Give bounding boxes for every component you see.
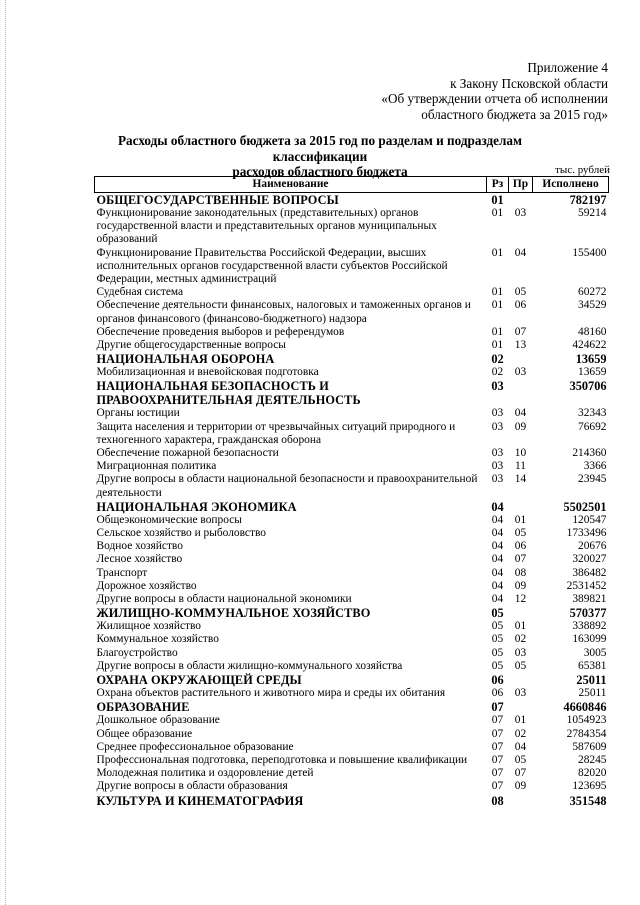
- row-name-cell: Миграционная политика: [96, 460, 217, 473]
- table-row: [95, 421, 609, 447]
- row-pr-cell: 07: [514, 553, 527, 566]
- section-row: [95, 794, 609, 808]
- row-rz-cell: 06: [491, 687, 504, 700]
- row-value-cell: 214360: [572, 447, 607, 460]
- row-pr-cell: 05: [514, 753, 527, 766]
- row-pr-cell: 03: [514, 646, 527, 659]
- row-name-cell: Органы юстиции: [96, 407, 180, 420]
- row-rz-cell: 05: [491, 646, 504, 659]
- row-rz-cell: 05: [491, 633, 504, 646]
- units-label: тыс. рублей: [555, 164, 610, 176]
- header-value: Исполнено: [533, 177, 609, 193]
- row-pr-cell: 02: [514, 727, 527, 740]
- row-pr-cell: 03: [514, 366, 527, 379]
- table-row: [95, 460, 609, 473]
- row-name-cell: НАЦИОНАЛЬНАЯ ОБОРОНА: [96, 352, 275, 367]
- row-pr-cell: 04: [514, 740, 527, 753]
- table-row: [95, 767, 609, 780]
- table-row: [95, 473, 609, 499]
- table-row: [95, 286, 609, 299]
- row-rz-cell: 07: [491, 753, 504, 766]
- row-pr-cell: [509, 700, 533, 714]
- row-value-cell: 76692: [578, 420, 607, 433]
- table-row: [95, 447, 609, 460]
- row-value-cell: 587609: [572, 740, 607, 753]
- row-value-cell: 1733496: [566, 527, 607, 540]
- row-name-cell: Охрана объектов растительного и животного мира и среды их обитания: [96, 687, 446, 700]
- row-value-cell: 351548: [569, 793, 607, 808]
- row-pr-cell: 12: [514, 593, 527, 606]
- header-name: Наименование: [95, 177, 487, 193]
- row-pr-cell: 05: [514, 527, 527, 540]
- row-value-cell: 20676: [578, 540, 607, 553]
- table-row: [95, 527, 609, 540]
- row-value-cell: 2531452: [566, 579, 607, 592]
- row-pr-cell: [509, 606, 533, 620]
- table-row: [95, 567, 609, 580]
- table-header-row: [95, 177, 609, 193]
- row-pr-cell: 08: [514, 566, 527, 579]
- row-value-cell: 25011: [578, 687, 607, 700]
- annex-line-2: к Закону Псковской области: [450, 75, 608, 91]
- row-rz-cell: 04: [491, 566, 504, 579]
- table-row: [95, 407, 609, 420]
- row-rz-cell: 07: [491, 767, 504, 780]
- row-name-cell: Другие вопросы в области национальной экономики: [96, 593, 352, 606]
- row-name-cell: ОБЩЕГОСУДАРСТВЕННЫЕ ВОПРОСЫ: [96, 193, 339, 207]
- row-name-cell: Другие вопросы в области национальной безопасности и правоохранительной деятельности: [96, 473, 478, 499]
- row-pr-cell: [509, 500, 533, 514]
- row-name-cell: Другие общегосударственные вопросы: [96, 339, 286, 352]
- table-row: [95, 207, 609, 247]
- row-pr-cell: 04: [514, 246, 527, 259]
- row-value-cell: 25011: [576, 673, 607, 688]
- row-pr-cell: 14: [514, 473, 527, 486]
- row-value-cell: 782197: [569, 193, 607, 207]
- row-rz-cell: 01: [491, 207, 504, 219]
- row-rz-cell: 03: [491, 420, 504, 433]
- table-body: [95, 193, 609, 808]
- row-rz-cell: 01: [491, 339, 504, 352]
- row-rz-cell: 05: [491, 606, 504, 621]
- row-name-cell: Водное хозяйство: [96, 540, 183, 553]
- row-name-cell: Сельское хозяйство и рыболовство: [96, 527, 266, 540]
- row-pr-cell: 02: [514, 633, 527, 646]
- row-rz-cell: 01: [491, 286, 504, 299]
- row-value-cell: 4660846: [563, 700, 607, 715]
- row-name-cell: Общеэкономические вопросы: [96, 513, 242, 526]
- row-rz-cell: 04: [491, 593, 504, 606]
- row-name-cell: Обеспечение деятельности финансовых, налоговых и таможенных органов и органов финансового (финансово-бюджетного) надзора: [96, 299, 471, 325]
- row-value-cell: 320027: [572, 553, 607, 566]
- row-name-cell: Молодежная политика и оздоровление детей: [96, 767, 314, 780]
- row-pr-cell: 01: [514, 714, 527, 727]
- table-row: [95, 780, 609, 793]
- row-name-cell: Обеспечение пожарной безопасности: [96, 447, 279, 460]
- row-value-cell: 163099: [572, 633, 607, 646]
- row-name-cell: Коммунальное хозяйство: [96, 633, 219, 646]
- row-rz-cell: 01: [491, 246, 504, 259]
- row-pr-cell: 03: [514, 687, 527, 700]
- table-row: [95, 540, 609, 553]
- row-rz-cell: 01: [491, 325, 504, 338]
- table-row: [95, 247, 609, 287]
- row-rz-cell: 04: [491, 579, 504, 592]
- row-name-cell: НАЦИОНАЛЬНАЯ ЭКОНОМИКА: [96, 499, 297, 514]
- row-rz-cell: 04: [491, 553, 504, 566]
- annex-line-4: областного бюджета за 2015 год»: [421, 106, 608, 122]
- row-value-cell: 5502501: [563, 499, 607, 514]
- document-title-line-1: Расходы областного бюджета за 2015 год по разделам и подразделам классификации: [117, 133, 523, 164]
- table-row: [95, 339, 609, 352]
- row-name-cell: Дорожное хозяйство: [96, 579, 197, 592]
- row-rz-cell: 04: [491, 513, 504, 526]
- row-pr-cell: 03: [514, 207, 527, 219]
- row-value-cell: 338892: [572, 620, 607, 633]
- row-value-cell: 65381: [578, 659, 607, 672]
- row-pr-cell: 01: [514, 513, 527, 526]
- row-rz-cell: 08: [491, 793, 504, 808]
- row-pr-cell: [509, 379, 533, 407]
- table-row: [95, 728, 609, 741]
- row-value-cell: 23945: [578, 473, 607, 486]
- row-rz-cell: 04: [491, 540, 504, 553]
- row-pr-cell: 09: [514, 420, 527, 433]
- row-value-cell: 120547: [572, 513, 607, 526]
- row-pr-cell: [509, 794, 533, 808]
- row-pr-cell: 06: [514, 540, 527, 553]
- annex-line-1: Приложение 4: [527, 60, 608, 75]
- row-name-cell: Профессиональная подготовка, переподготовка и повышение квалификации: [96, 753, 468, 766]
- row-name-cell: Защита населения и территории от чрезвычайных ситуаций природного и техногенного характера, гражданская оборона: [96, 420, 456, 446]
- row-name-cell: ЖИЛИЩНО-КОММУНАЛЬНОЕ ХОЗЯЙСТВО: [96, 606, 371, 621]
- row-value-cell: 570377: [569, 606, 607, 621]
- header-rz: Рз: [487, 177, 509, 193]
- row-rz-cell: 07: [491, 700, 504, 715]
- annex-line-3: «Об утверждении отчета об исполнении: [381, 91, 608, 106]
- row-pr-cell: 09: [514, 579, 527, 592]
- section-row: [95, 500, 609, 514]
- page-margin-line: [5, 0, 6, 905]
- row-rz-cell: 01: [491, 299, 504, 312]
- section-row: [95, 352, 609, 366]
- row-rz-cell: 03: [491, 379, 504, 394]
- row-rz-cell: 01: [491, 193, 504, 207]
- row-pr-cell: [509, 673, 533, 687]
- table-row: [95, 299, 609, 325]
- row-pr-cell: 09: [514, 780, 527, 793]
- row-pr-cell: 01: [514, 620, 527, 633]
- row-value-cell: 60272: [578, 286, 607, 299]
- row-pr-cell: 07: [514, 325, 527, 338]
- table-row: [95, 633, 609, 646]
- budget-table: [94, 176, 609, 808]
- row-pr-cell: 13: [514, 339, 527, 352]
- row-value-cell: 28245: [578, 753, 607, 766]
- row-name-cell: Обеспечение проведения выборов и референдумов: [96, 325, 345, 338]
- row-name-cell: Дошкольное образование: [96, 714, 220, 727]
- row-name-cell: Общее образование: [96, 727, 193, 740]
- row-name-cell: Другие вопросы в области образования: [96, 780, 288, 793]
- row-value-cell: 34529: [578, 299, 607, 312]
- row-pr-cell: 05: [514, 286, 527, 299]
- row-rz-cell: 07: [491, 740, 504, 753]
- row-pr-cell: 05: [514, 659, 527, 672]
- row-name-cell: Функционирование законодательных (представительных) органов государственной власти и представительных органов муниципальных образований: [96, 207, 437, 246]
- row-name-cell: НАЦИОНАЛЬНАЯ БЕЗОПАСНОСТЬ И ПРАВООХРАНИТЕЛЬНАЯ ДЕЯТЕЛЬНОСТЬ: [96, 379, 361, 408]
- table-row: [95, 714, 609, 727]
- row-rz-cell: 03: [491, 447, 504, 460]
- row-value-cell: 386482: [572, 566, 607, 579]
- row-pr-cell: [509, 352, 533, 366]
- row-rz-cell: 04: [491, 527, 504, 540]
- row-pr-cell: 11: [515, 460, 526, 473]
- row-name-cell: Благоустройство: [96, 646, 178, 659]
- table-row: [95, 647, 609, 660]
- row-value-cell: 3005: [583, 646, 607, 659]
- table-row: [95, 754, 609, 767]
- document-title: [80, 133, 560, 180]
- row-name-cell: ОБРАЗОВАНИЕ: [96, 700, 190, 715]
- row-name-cell: Среднее профессиональное образование: [96, 740, 294, 753]
- table-row: [95, 593, 609, 606]
- row-value-cell: 123695: [572, 780, 607, 793]
- row-value-cell: 59214: [578, 207, 607, 219]
- row-rz-cell: 07: [491, 727, 504, 740]
- annex-header: [348, 60, 608, 122]
- table-row: [95, 553, 609, 566]
- section-row: [95, 673, 609, 687]
- row-value-cell: 350706: [569, 379, 607, 394]
- table-row: [95, 326, 609, 339]
- row-rz-cell: 07: [491, 780, 504, 793]
- row-name-cell: Другие вопросы в области жилищно-коммунального хозяйства: [96, 659, 403, 672]
- row-value-cell: 82020: [578, 767, 607, 780]
- row-rz-cell: 05: [491, 620, 504, 633]
- row-value-cell: 2784354: [566, 727, 607, 740]
- row-rz-cell: 03: [491, 460, 504, 473]
- row-rz-cell: 05: [491, 659, 504, 672]
- row-rz-cell: 03: [491, 473, 504, 486]
- table-row: [95, 687, 609, 700]
- row-name-cell: КУЛЬТУРА И КИНЕМАТОГРАФИЯ: [96, 793, 304, 808]
- table-row: [95, 620, 609, 633]
- row-value-cell: 13659: [578, 366, 607, 379]
- row-name-cell: Функционирование Правительства Российской Федерации, высших исполнительных органов государственной власти субъектов Российской Федерации, местных администраций: [96, 246, 448, 286]
- row-rz-cell: 06: [491, 673, 504, 688]
- row-name-cell: Лесное хозяйство: [96, 553, 183, 566]
- table-row: [95, 741, 609, 754]
- section-row: [95, 379, 609, 407]
- row-rz-cell: 02: [491, 352, 504, 367]
- row-value-cell: 424622: [572, 339, 607, 352]
- row-value-cell: 32343: [578, 407, 607, 420]
- row-value-cell: 155400: [572, 246, 607, 259]
- table-row: [95, 514, 609, 527]
- row-pr-cell: 10: [514, 447, 527, 460]
- table-row: [95, 366, 609, 379]
- table-row: [95, 580, 609, 593]
- table-row: [95, 660, 609, 673]
- row-name-cell: Транспорт: [96, 566, 148, 579]
- document-title-line-2: расходов областного бюджета: [232, 164, 408, 179]
- row-name-cell: ОХРАНА ОКРУЖАЮЩЕЙ СРЕДЫ: [96, 673, 302, 688]
- row-value-cell: 13659: [575, 352, 607, 367]
- row-pr-cell: 06: [514, 299, 527, 312]
- row-rz-cell: 03: [491, 407, 504, 420]
- row-value-cell: 48160: [578, 325, 607, 338]
- row-name-cell: Мобилизационная и вневойсковая подготовка: [96, 366, 319, 379]
- row-pr-cell: [509, 193, 533, 208]
- row-pr-cell: 04: [514, 407, 527, 420]
- row-rz-cell: 07: [491, 714, 504, 727]
- row-rz-cell: 04: [491, 499, 504, 514]
- row-name-cell: Судебная система: [96, 286, 184, 299]
- row-value-cell: 389821: [572, 593, 607, 606]
- row-value-cell: 3366: [583, 460, 607, 473]
- section-row: [95, 700, 609, 714]
- row-pr-cell: 07: [514, 767, 527, 780]
- section-row: [95, 606, 609, 620]
- header-pr: Пр: [509, 177, 533, 193]
- row-rz-cell: 02: [491, 366, 504, 379]
- row-value-cell: 1054923: [566, 714, 607, 727]
- row-name-cell: Жилищное хозяйство: [96, 620, 202, 633]
- section-row: [95, 193, 609, 208]
